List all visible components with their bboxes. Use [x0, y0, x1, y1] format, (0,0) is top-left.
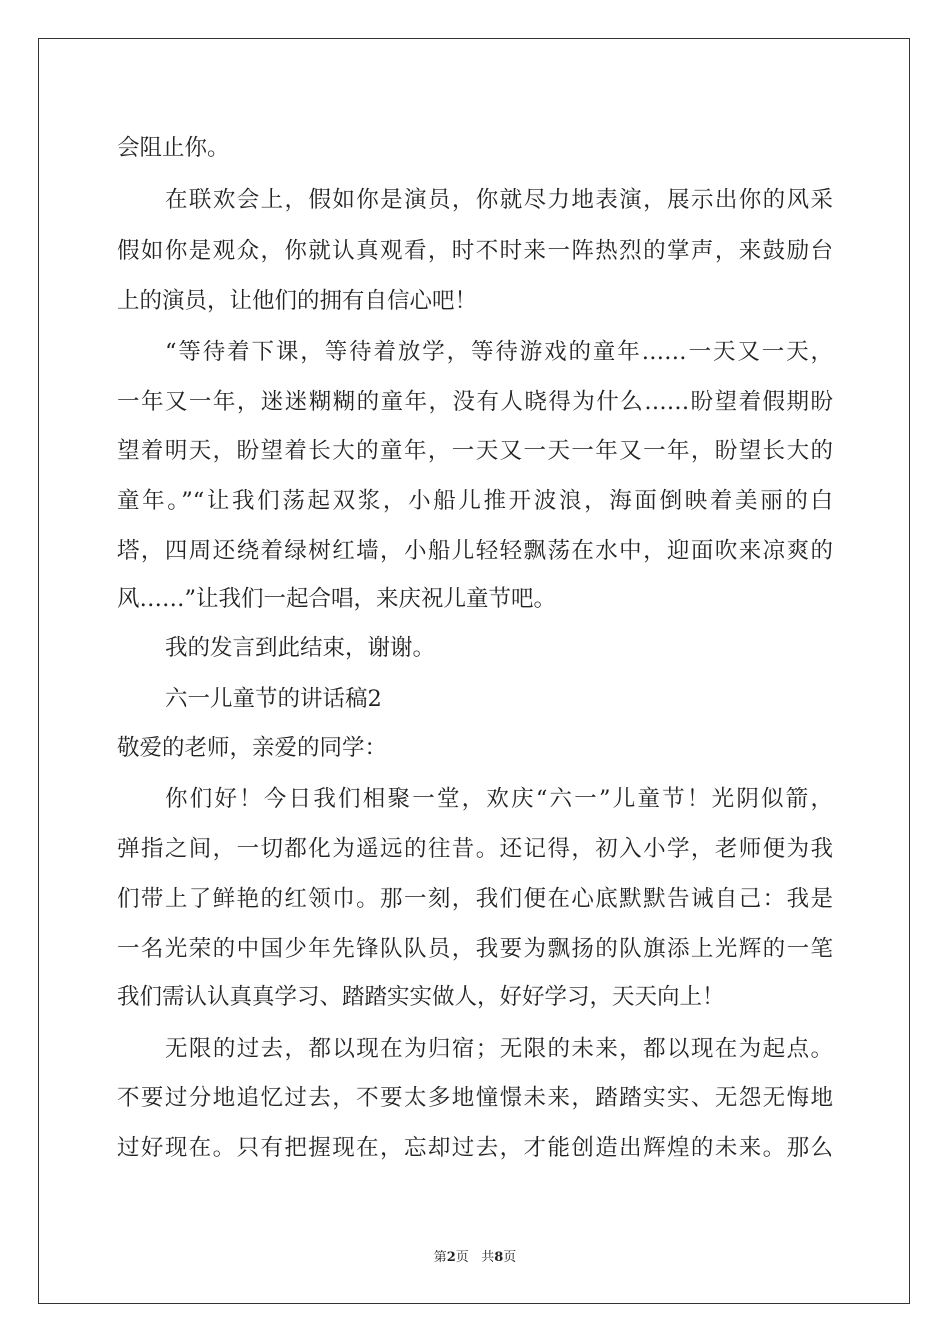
text-line: 会阻止你。: [117, 135, 230, 161]
salutation: 敬爱的老师，亲爱的同学：: [117, 735, 388, 761]
total-suffix: 页: [503, 1250, 517, 1265]
text-line: 塔，四周还绕着绿树红墙，小船儿轻轻飘荡在水中，迎面吹来凉爽的: [117, 538, 833, 564]
text-line: 望着明天，盼望着长大的童年，一天又一天一年又一年，盼望长大的: [117, 438, 833, 464]
text-line: 风……”让我们一起合唱，来庆祝儿童节吧。: [117, 586, 557, 612]
text-line: 一名光荣的中国少年先锋队队员，我要为飘扬的队旗添上光辉的一笔: [117, 936, 833, 962]
text-line: “等待着下课，等待着放学，等待游戏的童年……一天又一天，: [165, 339, 833, 365]
total-pages: 8: [494, 1250, 504, 1265]
text-line: 你们好！今日我们相聚一堂，欢庆“六一”儿童节！光阴似箭，: [165, 786, 833, 812]
text-line: 童年。”“让我们荡起双浆，小船儿推开波浪，海面倒映着美丽的白: [117, 488, 833, 514]
page-footer: [0, 1246, 950, 1265]
page-suffix: 页: [455, 1250, 469, 1265]
text-line: 我的发言到此结束，谢谢。: [165, 635, 436, 661]
page-prefix: 第: [433, 1250, 447, 1265]
total-prefix: 共: [481, 1250, 495, 1265]
text-line: 假如你是观众，你就认真观看，时不时来一阵热烈的掌声，来鼓励台: [117, 238, 833, 264]
text-line: 无限的过去，都以现在为归宿；无限的未来，都以现在为起点。: [165, 1036, 833, 1062]
text-line: 弹指之间，一切都化为遥远的往昔。还记得，初入小学，老师便为我: [117, 836, 833, 862]
text-line: 上的演员，让他们的拥有自信心吧！: [117, 288, 478, 314]
page-border: [38, 38, 910, 1304]
text-line: 在联欢会上，假如你是演员，你就尽力地表演，展示出你的风采: [165, 187, 833, 213]
section-heading: 六一儿童节的讲话稿2: [165, 686, 382, 712]
text-line: 过好现在。只有把握现在，忘却过去，才能创造出辉煌的未来。那么: [117, 1135, 833, 1161]
page-number: 2: [446, 1250, 456, 1265]
text-line: 一年又一年，迷迷糊糊的童年，没有人晓得为什么……盼望着假期盼: [117, 389, 833, 415]
text-line: 不要过分地追忆过去，不要太多地憧憬未来，踏踏实实、无怨无悔地: [117, 1085, 833, 1111]
text-line: 我们需认认真真学习、踏踏实实做人，好好学习，天天向上！: [117, 984, 725, 1010]
text-line: 们带上了鲜艳的红领巾。那一刻，我们便在心底默默告诫自己：我是: [117, 886, 833, 912]
